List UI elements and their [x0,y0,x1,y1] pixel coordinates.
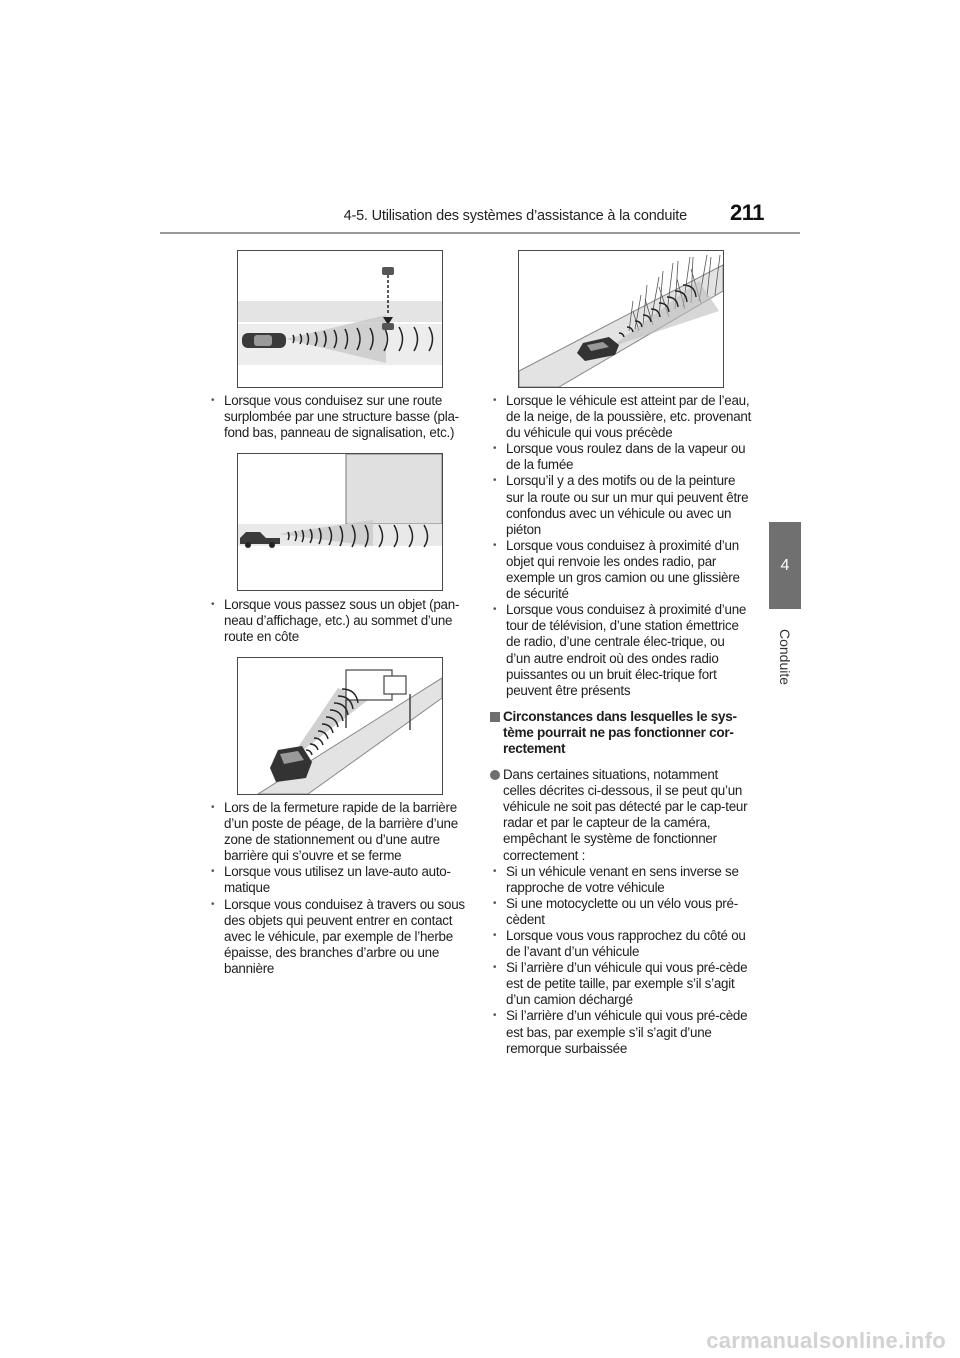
spray-smoke-illustration [519,251,723,387]
header-rule [160,232,800,234]
toll-gate-illustration [238,658,442,794]
list-item: • Lorsque vous conduisez à travers ou sous des objets qui peuvent entrer en contact avec le véhicule, par exemple de l’herbe épaisse, des branches d’arbre ou une bannière [208,897,470,977]
square-bullet-icon [490,712,500,722]
list-item: • Lorsque le véhicule est atteint par de l’eau, de la neige, de la poussière, etc. provenant du véhicule qui vous précède [490,393,752,441]
list-item: • Lorsque vous vous rapprochez du côté ou de l’avant d’un véhicule [490,928,752,960]
list-item: • Lorsque vous conduisez sur une route surplombée par une structure basse (pla-fond bas, panneau de signalisation, etc.) [208,393,470,441]
list-item: • Lorsque vous roulez dans de la vapeur ou de la fumée [490,441,752,473]
list-item: • Lors de la fermeture rapide de la barrière d’un poste de péage, de la barrière d’une zone de stationnement ou d’une autre barrière qui s’ouvre et se ferme [208,800,470,864]
list-item: • Si une motocyclette ou un vélo vous pré-cèdent [490,896,752,928]
list-item: • Lorsque vous passez sous un objet (pan-neau d’affichage, etc.) au sommet d’une route en côte [208,597,470,645]
list-item: • Si un véhicule venant en sens inverse se rapproche de votre véhicule [490,864,752,896]
page-number: 211 [730,200,764,225]
list-item: • Lorsque vous conduisez à proximité d’un objet qui renvoie les ondes radio, par exemple un gros camion ou une glissière de sécurité [490,538,752,602]
caption-hill-crest [208,597,470,645]
vehicle-icon [242,333,286,348]
figure-overhead-structure [237,250,443,388]
list-item: • Lorsqu’il y a des motifs ou de la peinture sur la route ou sur un mur qui peuvent être confondus avec un véhicule ou avec un piéton [490,473,752,537]
chapter-tab [769,522,801,609]
list-item: • Si l’arrière d’un véhicule qui vous pré-cède est bas, par exemple s’il s’agit d’une remorque surbaissée [490,1008,752,1056]
figure-hill-crest [237,453,443,591]
section-title: 4-5. Utilisation des systèmes d’assistance à la conduite [343,208,687,224]
list-item: • Lorsque vous utilisez un lave-auto auto-matique [208,864,470,896]
overhead-structure-illustration [238,251,442,387]
watermark: carmanualsonline.info [706,1328,946,1353]
hill-crest-illustration [238,454,442,590]
list-item: • Si l’arrière d’un véhicule qui vous pré-cède est de petite taille, par exemple s’il s’agit d’un camion déchargé [490,960,752,1008]
figure-toll-gate [237,657,443,795]
figure-spray-and-smoke [518,250,724,388]
section-heading: Circonstances dans lesquelles le sys-tème pourrait ne pas fonctionner cor-rectement [490,709,752,757]
intro-paragraph: Dans certaines situations, notamment celles décrites ci-dessous, il se peut qu’un véhicule ne soit pas détecté par le cap-teur radar et par le capteur de la caméra, empêchant le système de fonctionner correctement : [490,767,752,864]
right-column [490,393,752,1057]
list-item: • Lorsque vous conduisez à proximité d’une tour de télévision, d’une station émettrice de radio, d’une centrale élec-trique, ou d’un autre endroit où des ondes radio puissantes ou un bruit élec-trique fort peuvent être présents [490,602,752,699]
chapter-label: Conduite [777,628,794,686]
circle-bullet-icon [490,770,500,780]
chapter-number: 4 [780,556,790,574]
caption-overhead-structure [208,393,470,441]
caption-barrier-list [208,800,470,977]
